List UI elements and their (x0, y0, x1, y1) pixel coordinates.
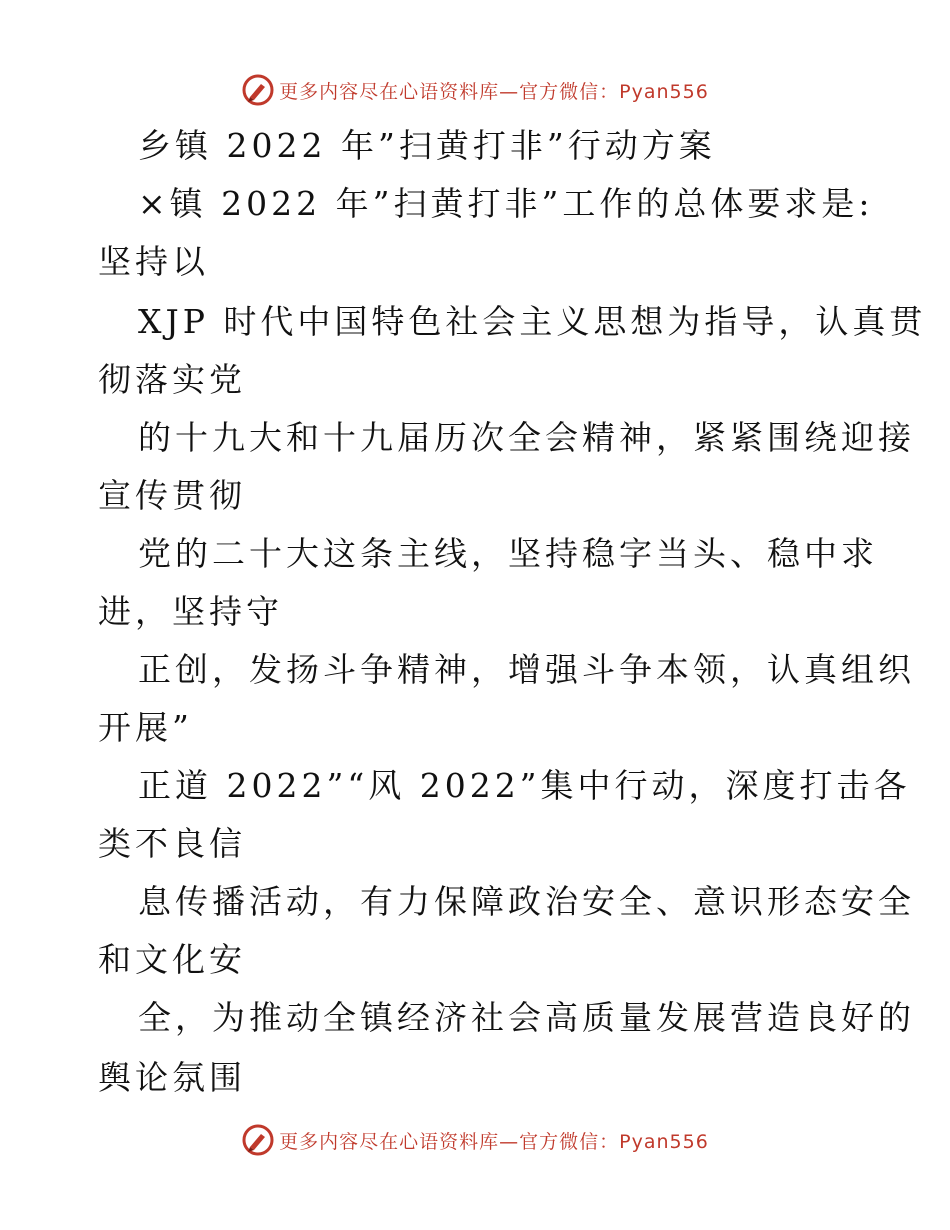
header-banner (0, 70, 950, 110)
text-line: 正道 2022”“风 2022”集中行动，深度打击各 (138, 766, 911, 805)
text-line: 和文化安 (98, 940, 246, 979)
text-line: 进，坚持守 (98, 592, 283, 631)
text-line: 宣传贯彻 (98, 476, 246, 515)
text-line: 舆论氛围 (98, 1058, 246, 1097)
text-line: 党的二十大这条主线，坚持稳字当头、稳中求 (138, 534, 878, 573)
text-line: 的十九大和十九届历次全会精神，紧紧围绕迎接 (138, 418, 915, 457)
text-line: 坚持以 (98, 242, 209, 281)
text-line: 类不良信 (98, 824, 246, 863)
text-line: 全，为推动全镇经济社会高质量发展营造良好的 (138, 998, 915, 1037)
document-title: 乡镇 2022 年”扫黄打非”行动方案 (138, 126, 716, 165)
pen-logo-icon (241, 1123, 275, 1157)
text-line: 息传播活动，有力保障政治安全、意识形态安全 (138, 882, 915, 921)
banner-text: 更多内容尽在心语资料库—官方微信：Pyan556 (279, 80, 709, 103)
text-line: XJP 时代中国特色社会主义思想为指导，认真贯 (138, 302, 927, 341)
text-line: 彻落实党 (98, 360, 246, 399)
banner-text: 更多内容尽在心语资料库—官方微信：Pyan556 (279, 1130, 709, 1153)
text-line: 正创，发扬斗争精神，增强斗争本领，认真组织 (138, 650, 915, 689)
pen-logo-icon (241, 73, 275, 107)
text-line: ×镇 2022 年”扫黄打非”工作的总体要求是: (138, 184, 874, 223)
text-line: 开展” (98, 708, 193, 747)
footer-banner (0, 1120, 950, 1160)
